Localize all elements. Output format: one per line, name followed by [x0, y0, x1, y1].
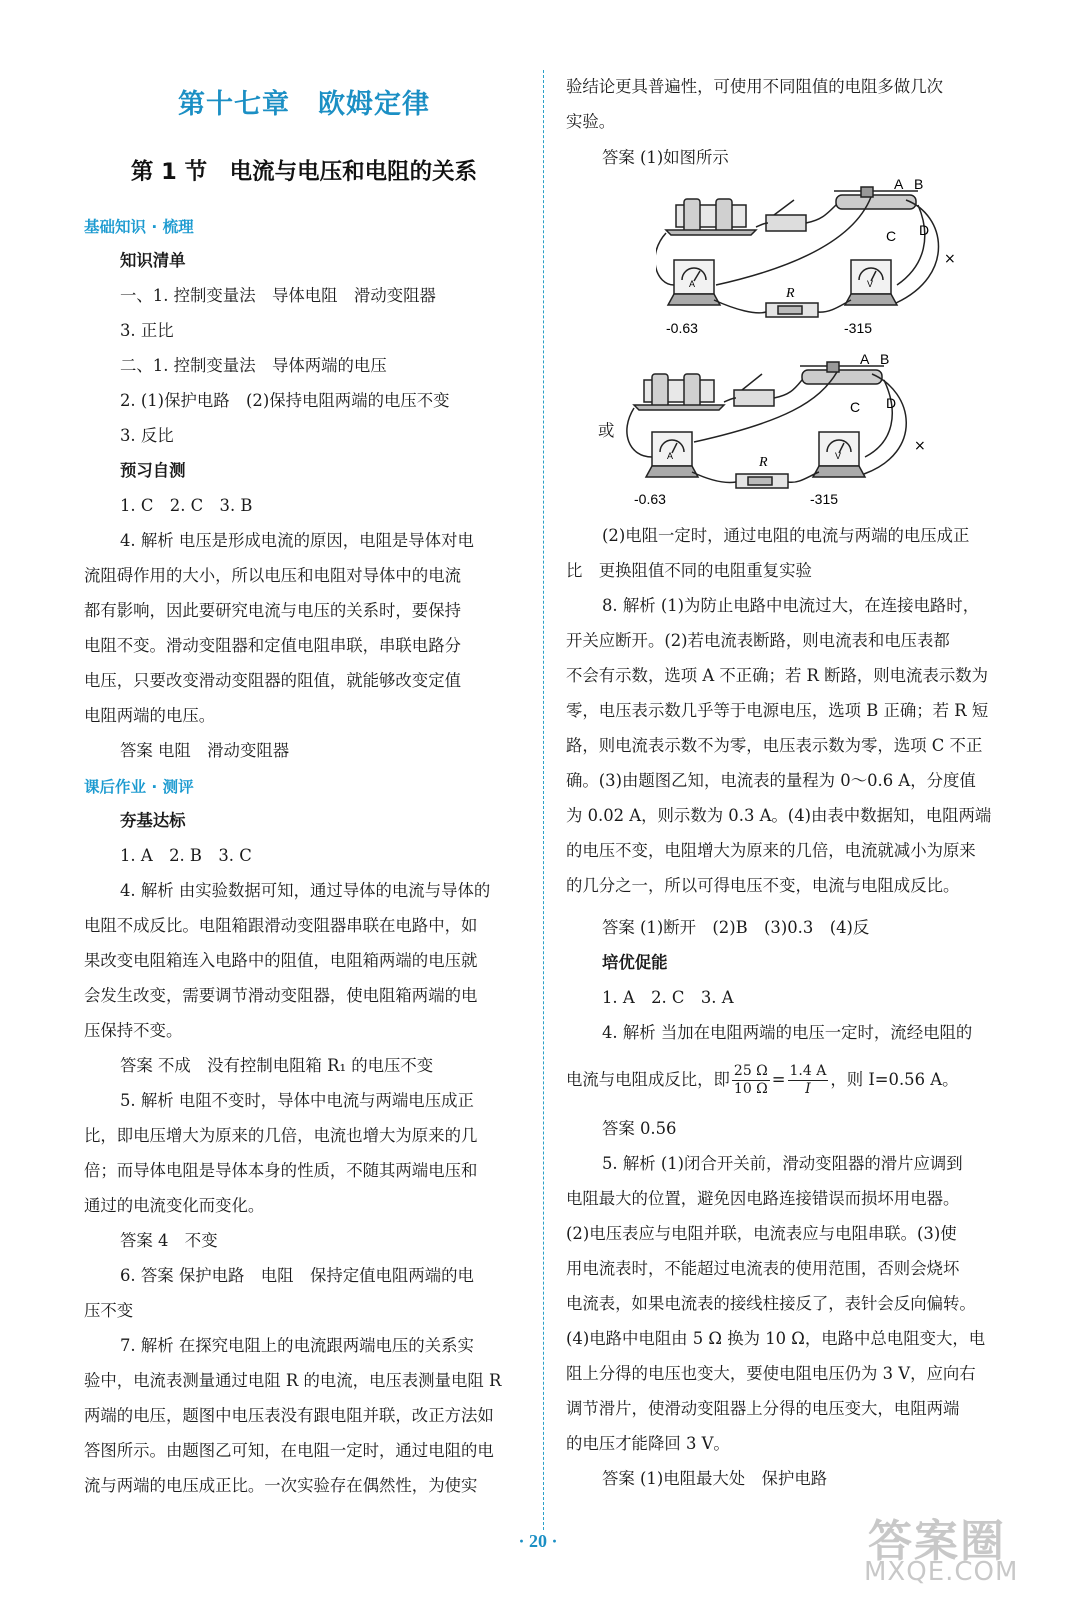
text-line: 电阻不成反比。电阻箱跟滑动变阻器串联在电路中，如 — [84, 916, 478, 935]
section-heading: 课后作业 · 测评 — [84, 778, 194, 796]
text-line: (2)电阻一定时，通过电阻的电流与两端的电压成正 — [602, 526, 970, 545]
text-line: (4)电路中电阻由 5 Ω 换为 10 Ω，电路中总电阻变大，电 — [566, 1329, 986, 1348]
text-line: 4. 解析 当加在电阻两端的电压一定时，流经电阻的 — [602, 1023, 973, 1042]
text-line — [602, 948, 668, 978]
text-line: 用电流表时，不能超过电流表的使用范围，否则会烧坏 — [566, 1259, 960, 1278]
page-number: · 20 · — [518, 1531, 558, 1551]
text-line: 1. A 2. C 3. A — [602, 988, 734, 1007]
text-line: 两端的电压，题图中电压表没有跟电阻并联，改正方法如 — [84, 1406, 494, 1425]
diagram2-cross-mark: × — [914, 438, 926, 454]
formula-equals: = — [771, 1070, 786, 1089]
text-line: 流与两端的电压成正比。一次实验存在偶然性，为使实 — [84, 1476, 478, 1495]
diagram2-label-r: R — [759, 455, 768, 470]
text-line: 开关应断开。(2)若电流表断路，则电流表和电压表都 — [566, 631, 950, 650]
text-line: 一、1. 控制变量法 导体电阻 滑动变阻器 — [120, 286, 436, 305]
text-line: 路，则电流表示数不为零，电压表示数为零，选项 C 不正 — [566, 736, 983, 755]
text-line: 阻上分得的电压也变大，要使电阻电压仍为 3 V，应向右 — [566, 1364, 976, 1383]
text-line: 答案 不成 没有控制电阻箱 R₁ 的电压不变 — [120, 1056, 434, 1075]
text-line: 答图所示。由题图乙可知，在电阻一定时，通过电阻的电 — [84, 1441, 494, 1460]
text-line: 7. 解析 在探究电阻上的电流跟两端电压的关系实 — [120, 1336, 474, 1355]
fraction-1-numerator: 25 Ω — [733, 1063, 768, 1079]
text-line: 验中，电流表测量通过电阻 R 的电流，电压表测量电阻 R — [84, 1371, 502, 1390]
text-line: 1. A 2. B 3. C — [120, 846, 252, 865]
text-line — [120, 456, 186, 486]
diagram1-label-c: C — [886, 228, 897, 244]
column-divider — [543, 70, 544, 1530]
text-line: 答案 (1)如图所示 — [602, 148, 729, 167]
fraction-2 — [788, 1063, 829, 1098]
text-line: 答案 电阻 滑动变阻器 — [120, 741, 290, 760]
text-line: (2)电压表应与电阻并联，电流表应与电阻串联。(3)使 — [566, 1224, 957, 1243]
text-line: 5. 解析 电阻不变时，导体中电流与两端电压成正 — [120, 1091, 474, 1110]
subheading: 培优促能 — [602, 953, 668, 972]
diagram1-label-b: B — [914, 176, 924, 192]
formula-pre: 电流与电阻成反比，即 — [566, 1070, 730, 1089]
text-line: 不会有示数，选项 A 不正确；若 R 断路，则电流表示数为 — [566, 666, 989, 685]
diagram2-ammeter-face: A — [667, 451, 674, 461]
text-line: 8. 解析 (1)为防止电路中电流过大，在连接电路时， — [602, 596, 980, 615]
text-line: 的几分之一，所以可得电压不变，电流与电阻成反比。 — [566, 876, 960, 895]
text-line: 会发生改变，需要调节滑动变阻器，使电阻箱两端的电 — [84, 986, 478, 1005]
diagram1-voltmeter-face: V — [867, 279, 874, 289]
text-line: 压保持不变。 — [84, 1021, 183, 1040]
text-line: 比 更换阻值不同的电阻重复实验 — [566, 561, 812, 580]
text-line: 二、1. 控制变量法 导体两端的电压 — [120, 356, 387, 375]
diagram1-ammeter-face: A — [689, 279, 696, 289]
section-heading: 基础知识 · 梳理 — [84, 218, 194, 236]
fraction-1-denominator: 10 Ω — [733, 1081, 768, 1097]
formula-line — [566, 1060, 958, 1100]
circuit-diagram-2 — [624, 352, 954, 514]
text-line: 比，即电压增大为原来的几倍，电流也增大为原来的几 — [84, 1126, 478, 1145]
diagram2-label-d: D — [886, 395, 897, 411]
text-line: 6. 答案 保护电路 电阻 保持定值电阻两端的电 — [120, 1266, 474, 1285]
text-line: 实验。 — [566, 112, 616, 131]
text-line: 果改变电阻箱连入电路中的阻值，电阻箱两端的电压就 — [84, 951, 478, 970]
text-line: 2. (1)保护电路 (2)保持电阻两端的电压不变 — [120, 391, 450, 410]
text-line: 的电压不变，电阻增大为原来的几倍，电流就减小为原来 — [566, 841, 976, 860]
text-line: 答案 0.56 — [602, 1119, 677, 1138]
diagram2-voltmeter-range: -315 — [810, 491, 839, 507]
diagram1-ammeter-range: -0.63 — [666, 320, 698, 336]
diagram2-prefix: 或 — [598, 421, 615, 440]
text-line: 4. 解析 电压是形成电流的原因，电阻是导体对电 — [120, 531, 474, 550]
diagram1-label-r: R — [786, 286, 795, 301]
text-line: 通过的电流变化而变化。 — [84, 1196, 265, 1215]
fraction-2-denominator: I — [805, 1081, 811, 1097]
text-line: 倍；而导体电阻是导体本身的性质，不随其两端电压和 — [84, 1161, 478, 1180]
subheading: 知识清单 — [120, 251, 186, 270]
diagram1-label-d: D — [919, 222, 930, 238]
section-title: 第 1 节 电流与电压和电阻的关系 — [130, 159, 478, 185]
text-line: 3. 反比 — [120, 426, 174, 445]
text-line: 4. 解析 由实验数据可知，通过导体的电流与导体的 — [120, 881, 491, 900]
text-line — [120, 246, 186, 276]
text-line: 都有影响，因此要研究电流与电压的关系时，要保持 — [84, 601, 461, 620]
subheading: 预习自测 — [120, 461, 186, 480]
diagram2-ammeter-range: -0.63 — [634, 491, 666, 507]
diagram2-voltmeter-face: V — [835, 451, 842, 461]
diagram1-voltmeter-range: -315 — [844, 320, 873, 336]
watermark-url: MXQE.COM — [864, 1557, 1019, 1587]
text-line: 答案 (1)电阻最大处 保护电路 — [602, 1469, 828, 1488]
text-line: 电阻两端的电压。 — [84, 706, 216, 725]
text-line — [84, 212, 194, 242]
diagram2-label-c: C — [850, 399, 861, 415]
text-line: 5. 解析 (1)闭合开关前，滑动变阻器的滑片应调到 — [602, 1154, 963, 1173]
text-line — [84, 772, 194, 802]
text-line: 1. C 2. C 3. B — [120, 496, 253, 515]
fraction-2-numerator: 1.4 A — [789, 1063, 827, 1079]
diagram1-label-a: A — [894, 176, 904, 192]
diagram2-label-a: A — [860, 352, 870, 367]
text-line: 验结论更具普遍性，可使用不同阻值的电阻多做几次 — [566, 77, 943, 96]
text-line: 的电压才能降回 3 V。 — [566, 1434, 730, 1453]
diagram2-label-b: B — [880, 352, 890, 367]
text-line: 3. 正比 — [120, 321, 174, 340]
formula-post: ，则 I=0.56 A。 — [830, 1070, 959, 1089]
watermark-logo — [858, 1505, 1058, 1593]
chapter-title: 第十七章 欧姆定律 — [178, 89, 430, 120]
text-line: 调节滑片，使滑动变阻器上分得的电压变大，电阻两端 — [566, 1399, 960, 1418]
text-line: 答案 (1)断开 (2)B (3)0.3 (4)反 — [602, 918, 870, 937]
text-line: 答案 4 不变 — [120, 1231, 218, 1250]
text-line: 电压，只要改变滑动变阻器的阻值，就能够改变定值 — [84, 671, 461, 690]
text-line: 电阻最大的位置，避免因电路连接错误而损坏用电器。 — [566, 1189, 960, 1208]
circuit-diagram-1 — [656, 175, 996, 345]
text-line: 电流表，如果电流表的接线柱接反了，表针会反向偏转。 — [566, 1294, 976, 1313]
diagram1-cross-mark: × — [944, 251, 956, 267]
subheading: 夯基达标 — [120, 811, 186, 830]
text-line: 压不变 — [84, 1301, 134, 1320]
fraction-1 — [732, 1063, 770, 1098]
text-line: 为 0.02 A，则示数为 0.3 A。(4)由表中数据知，电阻两端 — [566, 806, 992, 825]
text-line — [120, 806, 186, 836]
text-line: 确。(3)由题图乙知，电流表的量程为 0～0.6 A，分度值 — [566, 771, 976, 790]
watermark-big-text: 答案圈 — [868, 1516, 1006, 1567]
text-line: 电阻不变。滑动变阻器和定值电阻串联，串联电路分 — [84, 636, 461, 655]
text-line: 流阻碍作用的大小，所以电压和电阻对导体中的电流 — [84, 566, 461, 585]
text-line: 零，电压表示数几乎等于电源电压，选项 B 正确；若 R 短 — [566, 701, 989, 720]
